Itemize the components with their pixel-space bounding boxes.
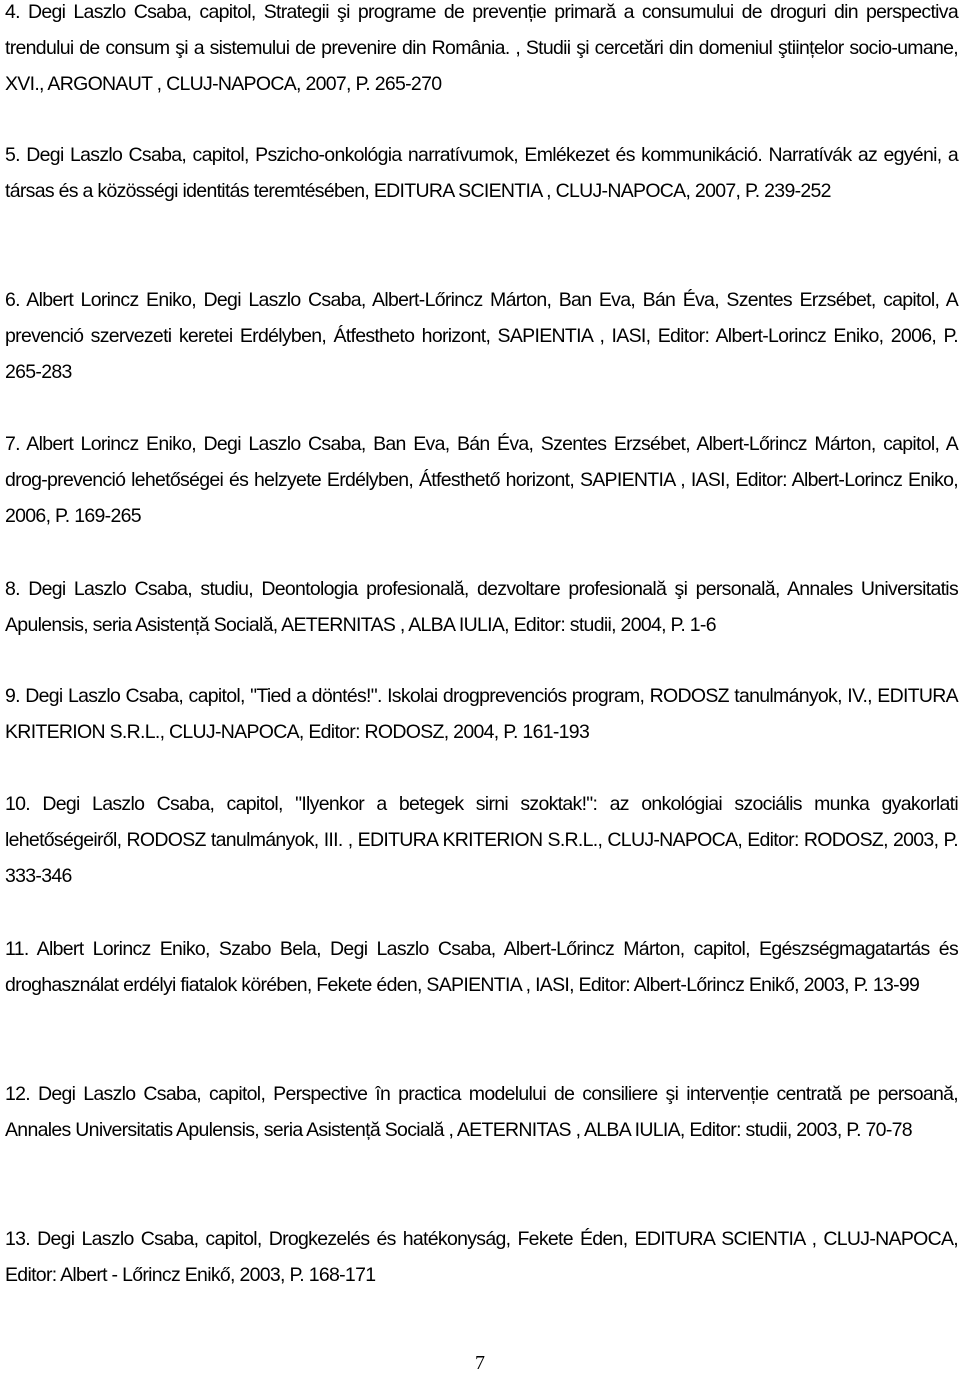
bibliography-entry-11: 11. Albert Lorincz Eniko, Szabo Bela, Degi Laszlo Csaba, Albert-Lőrincz Márton, capitol, Egészségmagatartás és droghasználat erdélyi fiatalok körében, Fekete éden, SAPIENTIA , IASI, Editor: Albert-Lőrincz Enikő, 2003, P. 13-99 [5, 938, 958, 996]
bibliography-entry-6: 6. Albert Lorincz Eniko, Degi Laszlo Csaba, Albert-Lőrincz Márton, Ban Eva, Bán Éva, Szentes Erzsébet, capitol, A prevenció szervezeti keretei Erdélyben, Átfestheto horizont, SAPIENTIA , IASI, Editor: Albert-Lorincz Eniko, 2006, P. 265-283 [5, 289, 958, 383]
bibliography-entry-8: 8. Degi Laszlo Csaba, studiu, Deontologia profesională, dezvoltare profesională şi personală, Annales Universitatis Apulensis, seria Asistență Socială, AETERNITAS , ALBA IULIA, Editor: studii, 2004, P. 1-6 [5, 578, 958, 636]
bibliography-entry-10: 10. Degi Laszlo Csaba, capitol, "Ilyenkor a betegek sirni szoktak!": az onkológiai szociális munka gyakorlati lehetőségeiről, RODOSZ tanulmányok, III. , EDITURA KRITERION S.R.L., CLUJ-NAPOCA, Editor: RODOSZ, 2003, P. 333-346 [5, 793, 958, 887]
bibliography-entry-12: 12. Degi Laszlo Csaba, capitol, Perspective în practica modelului de consiliere şi intervenție centrată pe persoană, Annales Universitatis Apulensis, seria Asistență Socială , AETERNITAS , ALBA IULIA, Editor: studii, 2003, P. 70-78 [5, 1083, 958, 1141]
bibliography-entry-5: 5. Degi Laszlo Csaba, capitol, Pszicho-onkológia narratívumok, Emlékezet és kommunikáció. Narratívák az egyéni, a társas és a közösségi identitás teremtésében, EDITURA SCIENTIA , CLUJ-NAPOCA, 2007, P. 239-252 [5, 144, 958, 202]
bibliography-entry-9: 9. Degi Laszlo Csaba, capitol, "Tied a döntés!". Iskolai drogprevenciós program, RODOSZ tanulmányok, IV., EDITURA KRITERION S.R.L., CLUJ-NAPOCA, Editor: RODOSZ, 2004, P. 161-193 [5, 685, 958, 743]
bibliography-entry-4: 4. Degi Laszlo Csaba, capitol, Strategii şi programe de prevenție primară a consumului de droguri din perspectiva trendului de consum şi a sistemului de prevenire din România. , Studii şi cercetări din domeniul ştiințelor socio-umane, XVI., ARGONAUT , CLUJ-NAPOCA, 2007, P. 265-270 [5, 1, 958, 95]
bibliography-entry-13: 13. Degi Laszlo Csaba, capitol, Drogkezelés és hatékonyság, Fekete Éden, EDITURA SCIENTIA , CLUJ-NAPOCA, Editor: Albert - Lőrincz Enikő, 2003, P. 168-171 [5, 1228, 958, 1286]
page-number: 7 [475, 1352, 485, 1374]
bibliography-entry-7: 7. Albert Lorincz Eniko, Degi Laszlo Csaba, Ban Eva, Bán Éva, Szentes Erzsébet, Albert-Lőrincz Márton, capitol, A drog-prevenció lehetőségei és helzyete Erdélyben, Átfesthető horizont, SAPIENTIA , IASI, Editor: Albert-Lorincz Eniko, 2006, P. 169-265 [5, 433, 958, 527]
